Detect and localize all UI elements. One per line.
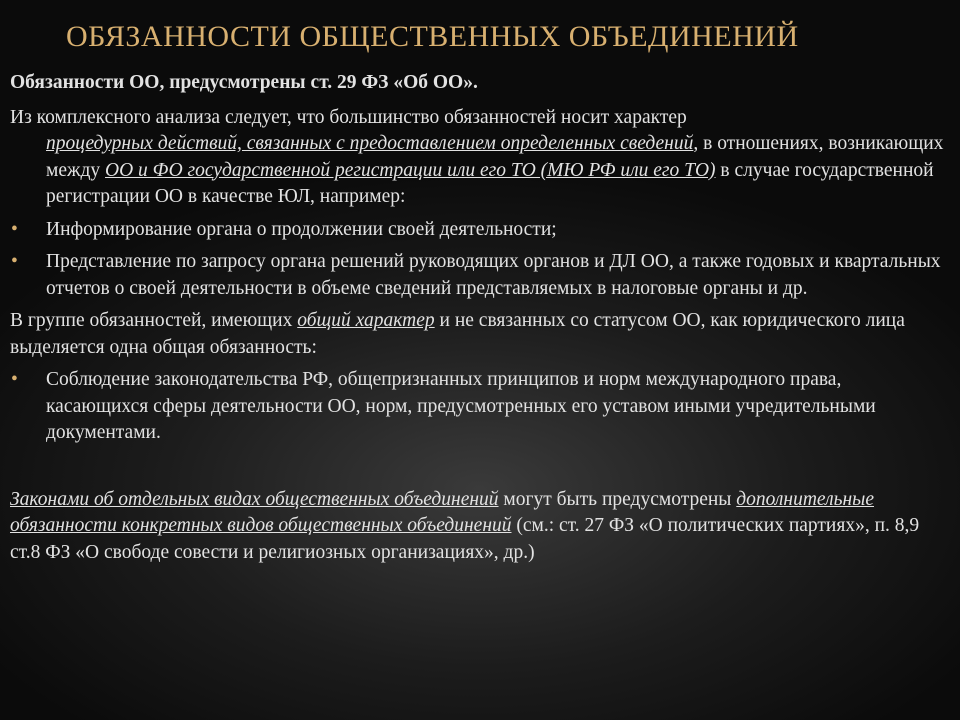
paragraph-text: (см.: ст. 27 ФЗ «О политических партиях», п. 8,9 ст.8 ФЗ «О свободе совести и религиозных организациях», др.) bbox=[10, 515, 920, 563]
list-item-text: Представление по запросу органа решений руководящих органов и ДЛ ОО, а также годовых и квартальных отчетов о своей деятельности в объеме сведений представляемых в налоговые органы и др. bbox=[46, 251, 941, 299]
list-item bbox=[10, 367, 945, 447]
link-special-laws[interactable]: Законами об отдельных видах общественных объединений bbox=[10, 488, 499, 510]
slide-title: ОБЯЗАННОСТИ ОБЩЕСТВЕННЫХ ОБЪЕДИНЕНИЙ bbox=[66, 20, 799, 53]
paragraph-text: в случае государственной регистрации ОО в качестве ЮЛ, например: bbox=[46, 159, 934, 207]
bullet-icon: • bbox=[11, 369, 18, 390]
list-item bbox=[10, 217, 945, 244]
paragraph-continuation bbox=[10, 131, 945, 211]
slide-content bbox=[10, 70, 945, 572]
spacer bbox=[10, 453, 945, 487]
bullet-icon: • bbox=[11, 218, 18, 240]
link-registration-bodies[interactable]: ОО и ФО государственной регистрации или его ТО (МЮ РФ или его ТО) bbox=[105, 159, 716, 181]
bullet-icon: • bbox=[11, 251, 18, 272]
paragraph-general bbox=[10, 308, 945, 361]
link-procedural-actions[interactable]: процедурных действий, связанных с предоставлением определенных сведений bbox=[46, 133, 694, 154]
paragraph-text: Из комплексного анализа следует, что большинство обязанностей носит характер bbox=[10, 106, 687, 128]
link-general-character[interactable]: общий характер bbox=[297, 310, 435, 331]
paragraph-text: В группе обязанностей, имеющих bbox=[10, 310, 293, 331]
list-item-text: Информирование органа о продолжении своей деятельности; bbox=[46, 218, 557, 240]
list-item-text: Соблюдение законодательства РФ, общепризнанных принципов и норм международного права, касающихся сферы деятельности ОО, норм, предусмотренных его уставом иными учредительными документами. bbox=[46, 369, 876, 443]
paragraph-text: , в отношениях, возникающих между bbox=[46, 133, 944, 181]
paragraph-procedural bbox=[10, 105, 945, 211]
paragraph-additional bbox=[10, 487, 945, 567]
paragraph-text: могут быть предусмотрены bbox=[503, 488, 732, 510]
paragraph-text: и не связанных со статусом ОО, как юридического лица выделяется одна общая обязанность: bbox=[10, 310, 905, 358]
link-additional-duties[interactable]: дополнительные обязанности конкретных видов общественных объединений bbox=[10, 488, 874, 536]
list-item bbox=[10, 249, 945, 302]
lead-statement: Обязанности ОО, предусмотрены ст. 29 ФЗ «Об ОО». bbox=[10, 72, 478, 93]
